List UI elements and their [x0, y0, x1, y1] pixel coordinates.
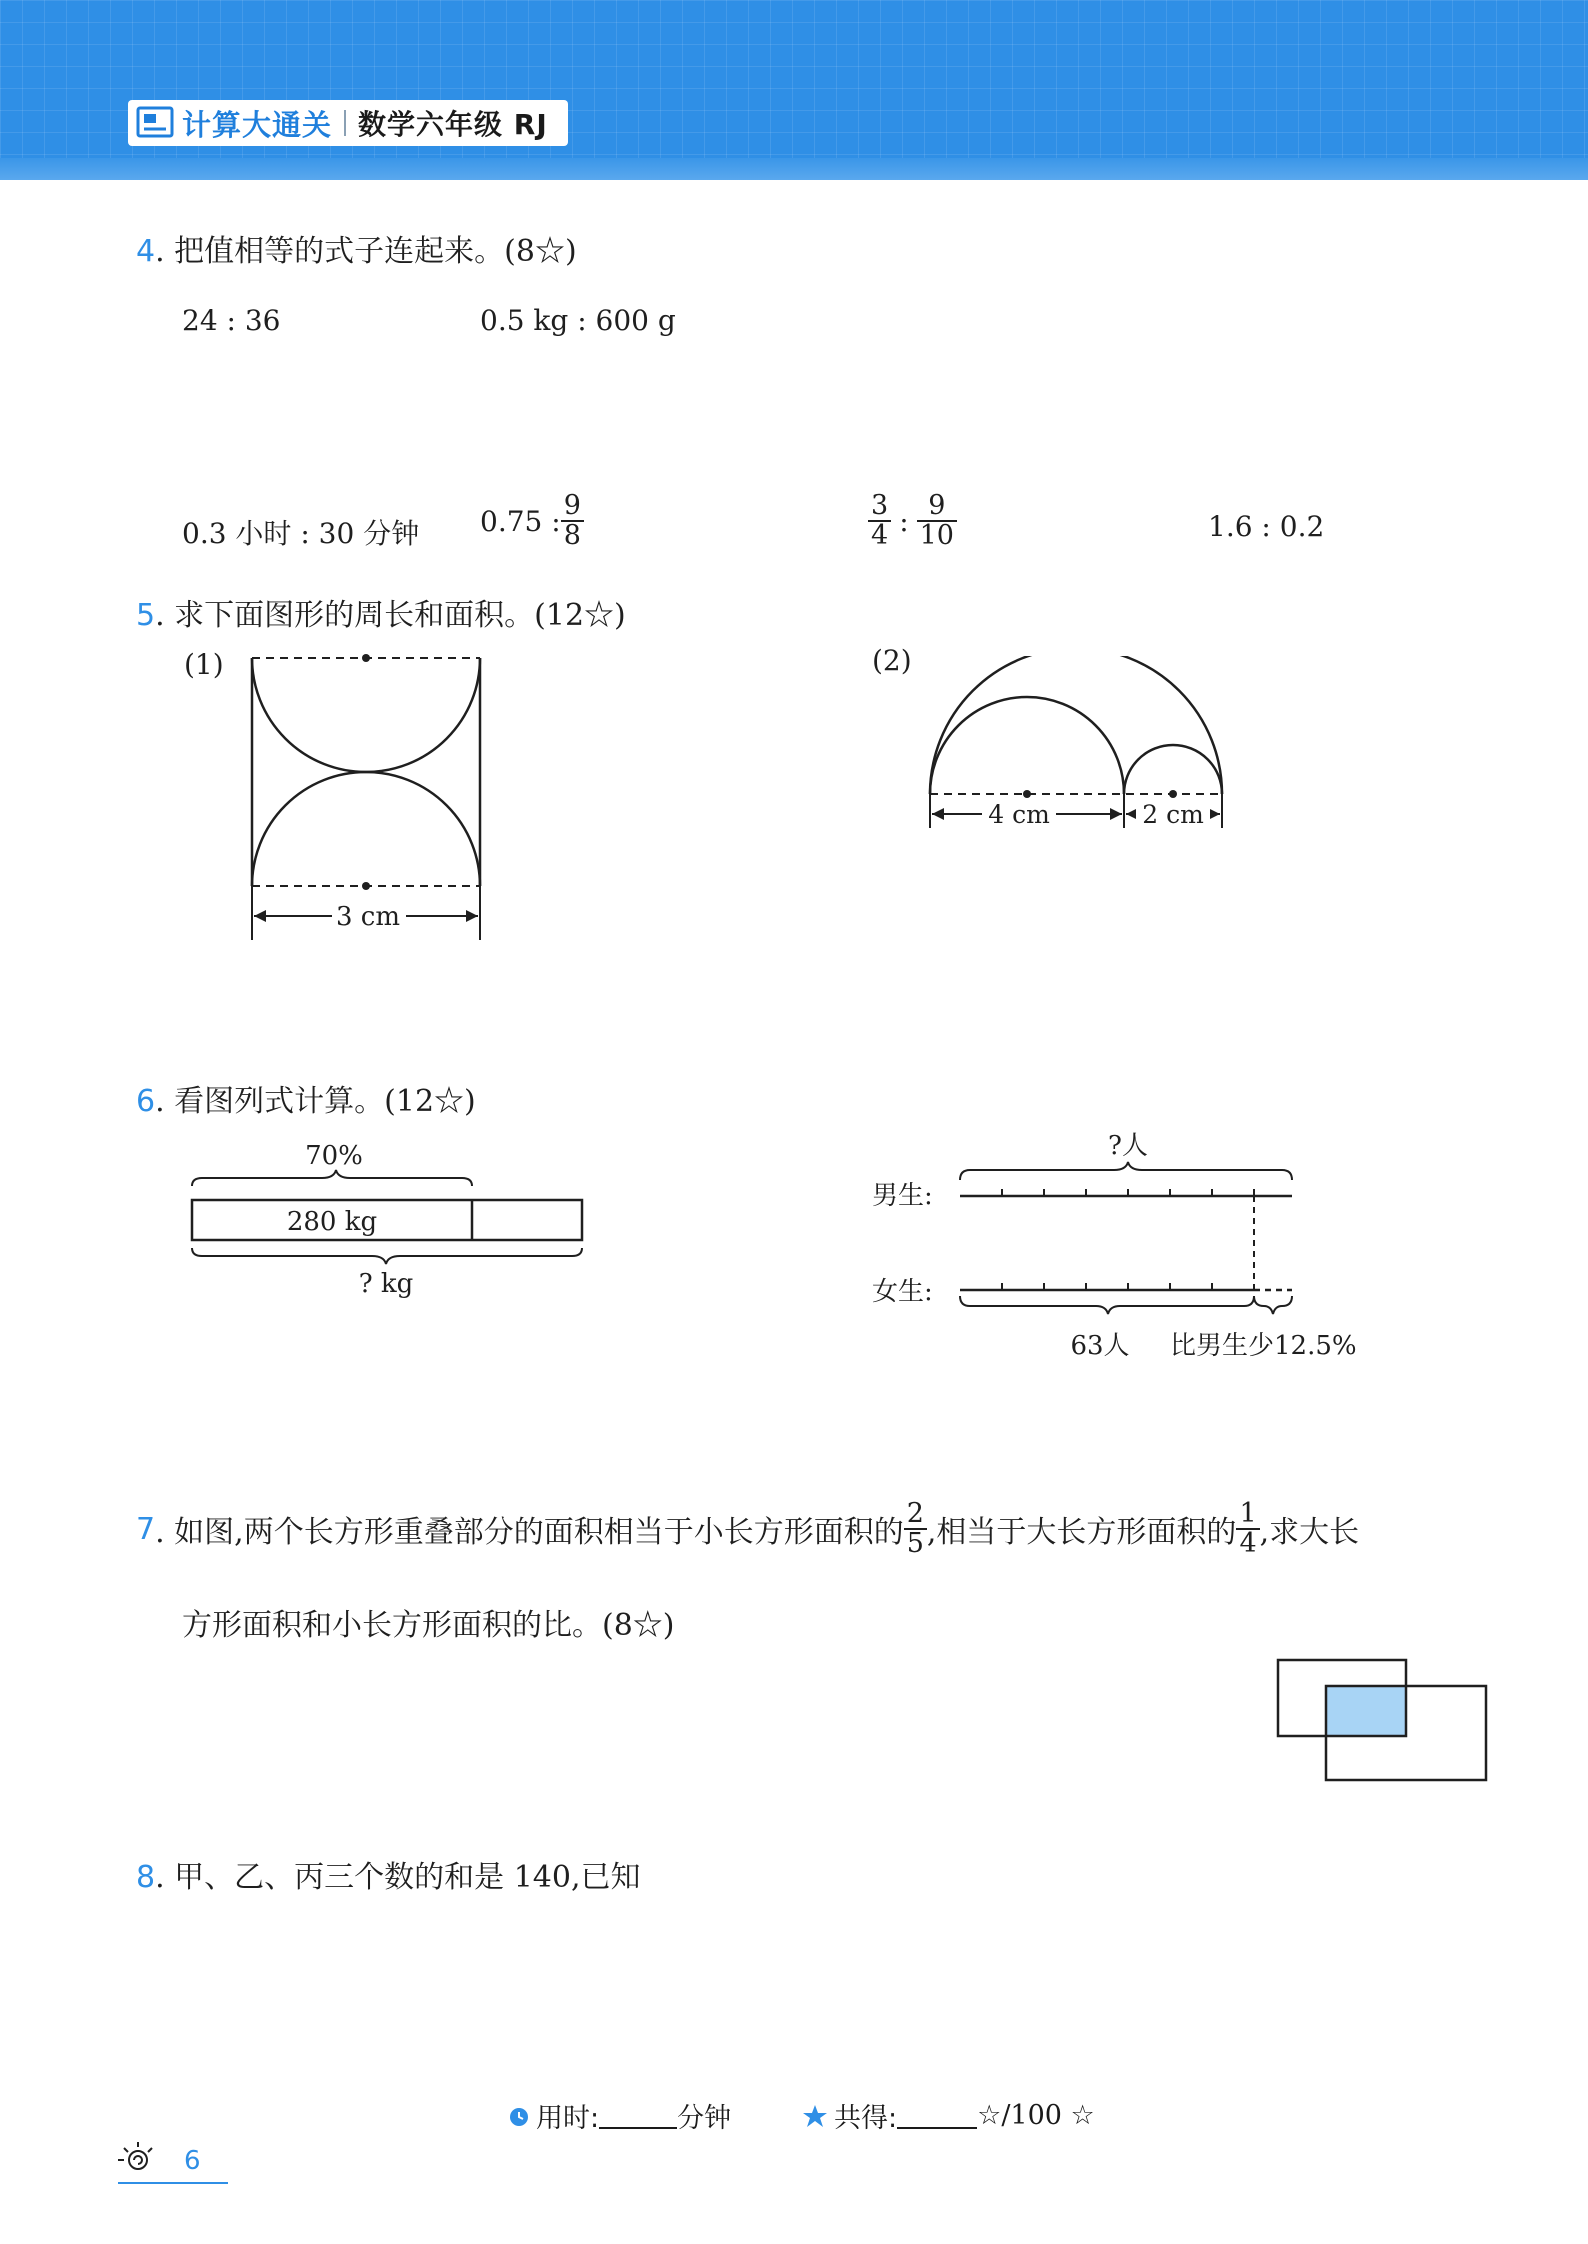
fig2-arrow-2-right	[1210, 809, 1220, 819]
fraction-2-5	[904, 1500, 927, 1559]
brand-divider	[344, 110, 346, 136]
q6-question-label: ?人	[1108, 1131, 1148, 1161]
q4-expr-top-2: 0.5 kg : 600 g	[480, 304, 676, 337]
fig2-large-semicircle	[930, 656, 1222, 794]
q6-total-label: ? kg	[358, 1269, 414, 1299]
q5-fig2-label: (2)	[872, 644, 912, 677]
q6-top-brace	[192, 1170, 472, 1186]
q4-text: . 把值相等的式子连起来。(8☆)	[155, 234, 577, 269]
q6-boys-label: 男生:	[872, 1181, 933, 1211]
sun-icon	[112, 2138, 162, 2178]
score-blank[interactable]	[897, 2103, 977, 2129]
book-icon	[136, 105, 174, 141]
fraction-numerator: 9	[563, 490, 581, 521]
q4-expr-top-1: 24 : 36	[182, 304, 281, 337]
q7-line-1	[136, 1500, 1359, 1559]
fig1-dim-label: 3 cm	[335, 902, 401, 932]
fig1-arrow-right	[466, 910, 478, 922]
fig2-dim-label-small: 2 cm	[1142, 800, 1204, 829]
clock-icon	[508, 2105, 530, 2127]
q7-line-2: 方形面积和小长方形面积的比。(8☆)	[182, 1608, 675, 1643]
q6-known-label: 280 kg	[286, 1207, 378, 1237]
fig2-dim-label-large: 4 cm	[988, 800, 1050, 829]
fig1-arrow-left	[254, 910, 266, 922]
q8-number: 8	[136, 1860, 156, 1895]
fraction-denominator: 4	[1236, 1528, 1259, 1558]
time-blank[interactable]	[599, 2103, 677, 2129]
fraction-numerator: 3	[871, 490, 889, 521]
q8-title	[136, 1852, 641, 1896]
footer-time	[508, 2096, 731, 2135]
page-number: 6	[184, 2146, 201, 2176]
q5-number: 5	[136, 598, 156, 633]
q4-expr-bottom-2	[480, 492, 584, 551]
fig2-arrow-1-right	[1110, 808, 1122, 820]
q7-rectangles-figure	[1276, 1656, 1496, 1786]
fig2-arrow-2-left	[1126, 809, 1136, 819]
q8-text: . 甲、乙、丙三个数的和是 140,已知	[155, 1860, 641, 1895]
fig1-bottom-center-dot	[362, 882, 370, 890]
brand-subtitle: 数学六年级 RJ	[358, 108, 548, 141]
q6-title	[136, 1076, 476, 1120]
q6-girls-count-label: 63人	[1070, 1331, 1130, 1361]
fig2-arrow-1-left	[932, 808, 944, 820]
header-banner	[0, 0, 1588, 180]
ratio-colon: :	[899, 504, 909, 538]
q5-figure-1	[240, 640, 500, 950]
fraction-numerator: 2	[906, 1498, 924, 1529]
q6-number: 6	[136, 1084, 156, 1119]
footer-time-label: 用时:	[536, 2103, 600, 2134]
footer-score	[802, 2096, 1095, 2135]
fraction-denominator: 8	[561, 520, 584, 550]
star-icon	[802, 2104, 828, 2128]
brand-box	[128, 100, 568, 146]
q7-number: 7	[136, 1511, 156, 1547]
q6-boys-top-brace	[960, 1162, 1292, 1180]
q4-expr-bottom-3	[868, 492, 957, 551]
fig2-medium-center-dot	[1023, 790, 1031, 798]
q5-text: . 求下面图形的周长和面积。(12☆)	[155, 598, 626, 633]
fig2-medium-semicircle	[930, 697, 1124, 794]
fraction-numerator: 9	[928, 490, 946, 521]
q7-text-b: ,相当于大长方形面积的	[926, 1515, 1237, 1551]
q4-expr-bottom-2-prefix: 0.75 :	[480, 504, 561, 538]
fig2-small-semicircle	[1124, 745, 1222, 794]
q5-fig1-label: (1)	[184, 648, 224, 681]
fraction-3-4	[868, 492, 891, 551]
fraction-numerator: 1	[1239, 1498, 1257, 1529]
q6-bottom-brace	[192, 1248, 582, 1264]
q6-text: . 看图列式计算。(12☆)	[155, 1084, 476, 1119]
page-number-underline	[118, 2182, 228, 2184]
footer-time-unit: 分钟	[677, 2103, 732, 2134]
fraction-1-4	[1236, 1500, 1259, 1559]
q6-girls-label: 女生:	[872, 1277, 933, 1307]
q4-expr-bottom-4: 1.6 : 0.2	[1208, 510, 1325, 543]
q6-diff-brace	[1254, 1296, 1292, 1314]
q7-text-c: ,求大长	[1259, 1515, 1360, 1551]
q5-figure-2	[920, 656, 1240, 856]
q4-title	[136, 226, 577, 270]
fraction-9-10	[917, 492, 957, 551]
fig1-top-center-dot	[362, 654, 370, 662]
q7-text-a: . 如图,两个长方形重叠部分的面积相当于小长方形面积的	[155, 1515, 904, 1551]
footer-score-suffix: ☆/100 ☆	[977, 2100, 1095, 2131]
header-band	[0, 158, 1588, 180]
footer-score-label: 共得:	[834, 2103, 898, 2134]
q6-bar-diagram	[180, 1130, 600, 1310]
q6-girls-bottom-brace	[960, 1296, 1254, 1314]
fig1-bottom-semicircle	[252, 772, 480, 886]
q6-percent-label: 70%	[305, 1141, 363, 1171]
fraction-denominator: 5	[904, 1528, 927, 1558]
q4-expr-bottom-1: 0.3 小时 : 30 分钟	[182, 517, 420, 550]
q6-bar	[192, 1200, 582, 1240]
fig2-small-center-dot	[1169, 790, 1177, 798]
q4-number: 4	[136, 234, 156, 269]
fig1-top-semicircle	[252, 658, 480, 772]
q5-title	[136, 590, 626, 634]
fraction-denominator: 10	[917, 520, 957, 550]
q6-line-diagram	[870, 1122, 1410, 1372]
brand-name: 计算大通关	[182, 107, 333, 142]
fraction-denominator: 4	[868, 520, 891, 550]
q7-overlap-area	[1326, 1686, 1406, 1736]
q6-diff-label: 比男生少12.5%	[1170, 1331, 1357, 1361]
fraction-9-8	[561, 492, 584, 551]
